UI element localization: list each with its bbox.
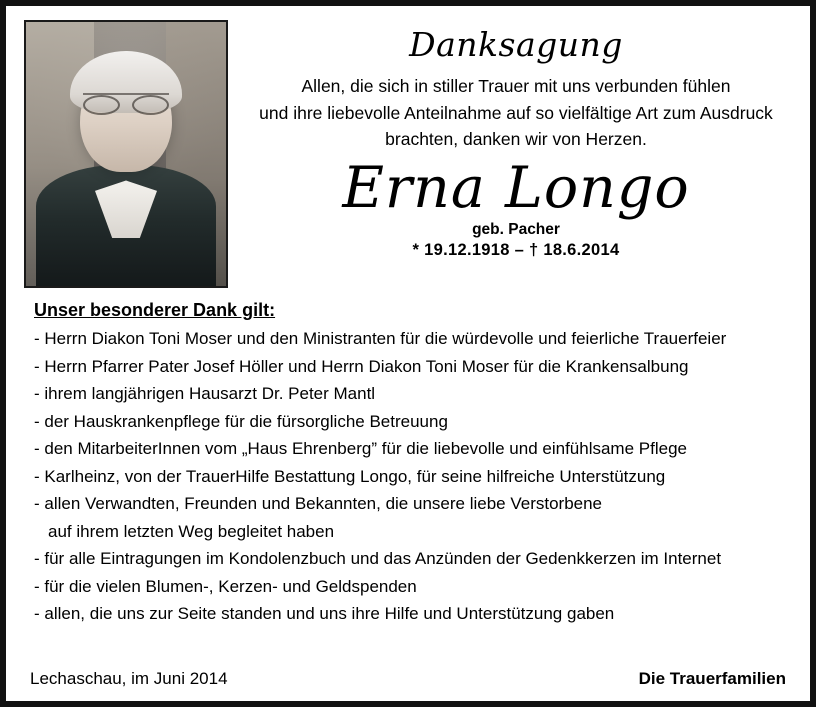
list-item: - Herrn Diakon Toni Moser und den Ministranten für die würdevolle und feierliche Trauerfeier bbox=[34, 329, 727, 348]
portrait-photo bbox=[26, 22, 226, 286]
title-block bbox=[228, 20, 792, 260]
maiden-name: geb. Pacher bbox=[472, 220, 560, 238]
intro-line-2: und ihre liebevolle Anteilnahme auf so vielfältige Art zum Ausdruck bbox=[259, 102, 773, 123]
footer-place-date: Lechaschau, im Juni 2014 bbox=[30, 669, 228, 688]
list-item: - allen Verwandten, Freunden und Bekannten, die unsere liebe Verstorbene bbox=[34, 494, 603, 514]
footer-signature: Die Trauerfamilien bbox=[638, 669, 786, 688]
list-item: - allen, die uns zur Seite standen und uns ihre Hilfe und Unterstützung gaben bbox=[34, 604, 615, 624]
deceased-name: Erna Longo bbox=[342, 154, 690, 221]
list-item: - Herrn Pfarrer Pater Josef Höller und Herrn Diakon Toni Moser für die Krankensalbung bbox=[34, 356, 689, 376]
page-title: Danksagung bbox=[409, 25, 623, 64]
list-item: - für alle Eintragungen im Kondolenzbuch und das Anzünden der Gedenkkerzen im Internet bbox=[34, 549, 722, 569]
header-area bbox=[24, 20, 792, 288]
list-item: - Karlheinz, von der TrauerHilfe Bestattung Longo, für seine hilfreiche Unterstützung bbox=[34, 466, 666, 486]
list-item: - der Hauskrankenpflege für die fürsorgliche Betreuung bbox=[34, 411, 448, 431]
portrait-photo-frame bbox=[24, 20, 228, 288]
birth-death-dates: * 19.12.1918 – † 18.6.2014 bbox=[412, 240, 620, 259]
list-item: - den MitarbeiterInnen vom „Haus Ehrenberg” für die liebevolle und einfühlsame Pflege bbox=[34, 439, 687, 459]
thanks-list bbox=[24, 325, 792, 628]
intro-text bbox=[240, 73, 792, 153]
intro-line-3: brachten, danken wir von Herzen. bbox=[385, 129, 647, 150]
footer bbox=[30, 669, 786, 689]
list-item-continuation: auf ihrem letzten Weg begleitet haben bbox=[48, 521, 335, 541]
thanks-section-title: Unser besonderer Dank gilt: bbox=[34, 300, 276, 320]
intro-line-1: Allen, die sich in stiller Trauer mit uns verbunden fühlen bbox=[301, 76, 731, 96]
list-item: - für die vielen Blumen-, Kerzen- und Geldspenden bbox=[34, 576, 417, 596]
obituary-inner bbox=[6, 6, 810, 701]
list-item: - ihrem langjährigen Hausarzt Dr. Peter Mantl bbox=[34, 384, 376, 404]
glasses-icon bbox=[83, 93, 169, 112]
